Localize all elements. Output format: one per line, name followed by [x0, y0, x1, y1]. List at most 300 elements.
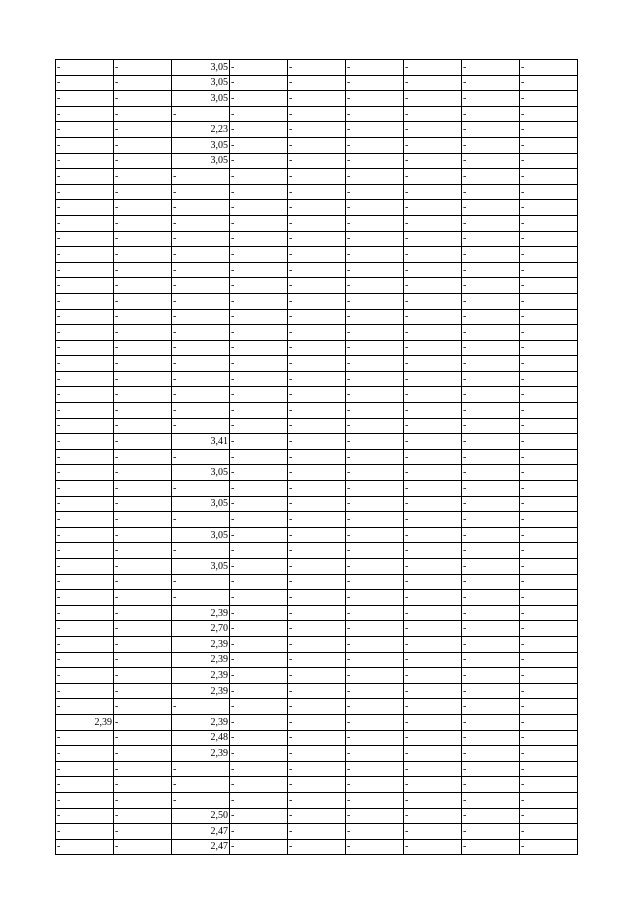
table-row [56, 761, 578, 777]
table-cell: - [56, 559, 114, 575]
table-row [56, 403, 578, 419]
table-cell: - [288, 137, 346, 153]
table-cell: 2,47 [172, 839, 230, 855]
table-cell: 2,47 [172, 824, 230, 840]
table-cell: - [404, 746, 462, 762]
table-row [56, 200, 578, 216]
table-cell: - [520, 75, 578, 91]
table-cell: - [114, 512, 172, 528]
table-cell: - [172, 278, 230, 294]
table-cell: - [288, 621, 346, 637]
table-row [56, 621, 578, 637]
table-cell: - [346, 465, 404, 481]
table-cell: - [520, 434, 578, 450]
table-cell: - [114, 839, 172, 855]
table-row [56, 792, 578, 808]
table-row [56, 652, 578, 668]
table-cell: - [462, 403, 520, 419]
table-row [56, 574, 578, 590]
table-cell: - [230, 761, 288, 777]
table-cell: - [462, 418, 520, 434]
table-cell: 2,50 [172, 808, 230, 824]
table-cell: - [172, 418, 230, 434]
table-cell: - [230, 465, 288, 481]
table-cell: - [346, 746, 404, 762]
table-cell: - [114, 527, 172, 543]
table-cell: - [56, 231, 114, 247]
table-row [56, 278, 578, 294]
table-row [56, 636, 578, 652]
table-cell: - [172, 590, 230, 606]
table-cell: - [346, 309, 404, 325]
table-cell: - [462, 761, 520, 777]
table-cell: - [346, 839, 404, 855]
table-row [56, 449, 578, 465]
table-cell: - [462, 652, 520, 668]
table-cell: - [230, 262, 288, 278]
table-cell: - [172, 761, 230, 777]
table-cell: - [288, 559, 346, 575]
table-cell: 3,05 [172, 91, 230, 107]
table-cell: 3,05 [172, 60, 230, 76]
table-cell: - [346, 590, 404, 606]
table-cell: - [56, 605, 114, 621]
table-cell: 3,05 [172, 496, 230, 512]
table-cell: - [462, 122, 520, 138]
table-cell: - [462, 839, 520, 855]
table-cell: 3,05 [172, 559, 230, 575]
table-cell: - [172, 792, 230, 808]
table-cell: - [404, 730, 462, 746]
table-cell: - [346, 636, 404, 652]
table-cell: - [114, 231, 172, 247]
table-row [56, 247, 578, 263]
table-cell: - [288, 574, 346, 590]
table-cell: - [172, 293, 230, 309]
table-cell: - [520, 636, 578, 652]
table-cell: - [404, 449, 462, 465]
table-cell: - [230, 808, 288, 824]
table-cell: - [404, 481, 462, 497]
table-cell: - [230, 559, 288, 575]
table-cell: - [114, 434, 172, 450]
table-cell: - [520, 60, 578, 76]
table-cell: - [520, 621, 578, 637]
table-cell: 3,05 [172, 137, 230, 153]
table-cell: - [114, 137, 172, 153]
table-cell: - [230, 824, 288, 840]
table-cell: - [230, 668, 288, 684]
table-cell: - [56, 91, 114, 107]
table-cell: - [114, 746, 172, 762]
table-cell: - [346, 574, 404, 590]
table-cell: - [230, 481, 288, 497]
table-cell: - [230, 434, 288, 450]
table-cell: - [288, 683, 346, 699]
table-cell: - [346, 153, 404, 169]
table-cell: - [346, 714, 404, 730]
table-cell: - [520, 137, 578, 153]
table-cell: - [520, 309, 578, 325]
table-cell: - [346, 449, 404, 465]
table-cell: - [114, 808, 172, 824]
table-cell: - [404, 418, 462, 434]
table-cell: - [520, 714, 578, 730]
table-cell: - [520, 824, 578, 840]
table-cell: - [230, 418, 288, 434]
table-cell: - [172, 699, 230, 715]
table-cell: - [230, 278, 288, 294]
table-cell: - [404, 605, 462, 621]
table-cell: - [56, 449, 114, 465]
table-cell: - [462, 808, 520, 824]
table-cell: - [346, 699, 404, 715]
table-cell: - [404, 371, 462, 387]
table-cell: - [56, 699, 114, 715]
table-cell: - [404, 839, 462, 855]
table-cell: - [288, 153, 346, 169]
table-cell: - [346, 75, 404, 91]
table-cell: 2,39 [172, 668, 230, 684]
table-row [56, 356, 578, 372]
table-row [56, 777, 578, 793]
table-cell: - [404, 434, 462, 450]
table-cell: - [462, 481, 520, 497]
table-cell: - [172, 184, 230, 200]
table-cell: 3,05 [172, 153, 230, 169]
table-cell: - [56, 278, 114, 294]
table-cell: - [520, 808, 578, 824]
table-cell: - [114, 636, 172, 652]
table-cell: - [230, 605, 288, 621]
table-cell: - [404, 465, 462, 481]
table-cell: - [56, 481, 114, 497]
table-cell: - [288, 777, 346, 793]
table-cell: - [462, 574, 520, 590]
table-cell: - [462, 559, 520, 575]
table-cell: - [520, 371, 578, 387]
table-cell: - [230, 137, 288, 153]
table-row [56, 262, 578, 278]
table-cell: - [114, 153, 172, 169]
table-cell: - [288, 356, 346, 372]
table-cell: - [520, 590, 578, 606]
table-cell: - [56, 60, 114, 76]
table-cell: - [114, 683, 172, 699]
table-cell: - [520, 699, 578, 715]
table-cell: - [520, 153, 578, 169]
table-cell: - [288, 652, 346, 668]
table-cell: - [462, 356, 520, 372]
table-cell: - [172, 403, 230, 419]
table-cell: - [56, 403, 114, 419]
table-cell: - [520, 527, 578, 543]
table-cell: - [288, 106, 346, 122]
table-row [56, 184, 578, 200]
table-cell: - [462, 699, 520, 715]
table-cell: - [404, 559, 462, 575]
table-cell: - [462, 137, 520, 153]
table-cell: - [346, 122, 404, 138]
table-cell: 2,39 [172, 746, 230, 762]
table-cell: - [230, 839, 288, 855]
table-cell: - [520, 574, 578, 590]
table-cell: - [230, 621, 288, 637]
table-cell: - [288, 808, 346, 824]
table-cell: - [114, 792, 172, 808]
table-cell: - [404, 496, 462, 512]
table-cell: - [172, 340, 230, 356]
table-cell: - [288, 761, 346, 777]
table-cell: - [462, 590, 520, 606]
table-row [56, 481, 578, 497]
table-cell: - [172, 247, 230, 263]
table-row [56, 434, 578, 450]
table-cell: - [520, 418, 578, 434]
table-cell: - [230, 636, 288, 652]
table-cell: - [288, 792, 346, 808]
table-cell: - [462, 730, 520, 746]
table-cell: - [520, 730, 578, 746]
table-cell: - [346, 668, 404, 684]
table-cell: - [56, 340, 114, 356]
table-row [56, 512, 578, 528]
table-cell: - [404, 621, 462, 637]
table-cell: - [462, 543, 520, 559]
table-cell: - [114, 75, 172, 91]
table-cell: - [520, 481, 578, 497]
table-cell: - [230, 371, 288, 387]
table-cell: - [230, 652, 288, 668]
table-cell: - [56, 247, 114, 263]
table-cell: - [520, 465, 578, 481]
table-row [56, 559, 578, 575]
table-cell: - [230, 512, 288, 528]
table-cell: - [56, 184, 114, 200]
table-cell: - [114, 761, 172, 777]
table-cell: - [346, 137, 404, 153]
table-cell: - [230, 231, 288, 247]
table-row [56, 605, 578, 621]
table-cell: - [230, 543, 288, 559]
table-cell: - [56, 652, 114, 668]
table-cell: - [114, 309, 172, 325]
table-cell: - [520, 262, 578, 278]
table-cell: - [346, 527, 404, 543]
table-cell: - [288, 746, 346, 762]
table-cell: - [288, 200, 346, 216]
table-row [56, 668, 578, 684]
table-cell: - [172, 387, 230, 403]
table-cell: - [288, 449, 346, 465]
table-cell: - [114, 60, 172, 76]
table-cell: - [230, 325, 288, 341]
table-cell: - [172, 371, 230, 387]
table-cell: - [172, 106, 230, 122]
table-cell: - [346, 231, 404, 247]
table-cell: - [172, 169, 230, 185]
table-cell: - [462, 60, 520, 76]
table-cell: - [404, 91, 462, 107]
table-cell: - [114, 325, 172, 341]
table-cell: - [404, 527, 462, 543]
table-cell: - [462, 434, 520, 450]
table-cell: - [288, 60, 346, 76]
table-cell: - [56, 325, 114, 341]
table-cell: - [288, 481, 346, 497]
data-table [55, 59, 578, 855]
table-cell: 2,39 [172, 652, 230, 668]
table-row [56, 325, 578, 341]
table-cell: - [404, 184, 462, 200]
table-cell: - [404, 247, 462, 263]
table-cell: - [346, 340, 404, 356]
table-cell: - [230, 122, 288, 138]
table-row [56, 293, 578, 309]
table-cell: - [346, 106, 404, 122]
table-cell: - [404, 137, 462, 153]
table-cell: - [462, 293, 520, 309]
table-cell: - [346, 683, 404, 699]
table-cell: - [114, 481, 172, 497]
table-cell: - [520, 839, 578, 855]
table-cell: - [520, 340, 578, 356]
table-cell: - [346, 792, 404, 808]
table-cell: - [520, 746, 578, 762]
table-cell: - [114, 293, 172, 309]
table-cell: - [288, 512, 346, 528]
table-cell: - [404, 106, 462, 122]
table-cell: - [288, 325, 346, 341]
table-cell: - [462, 75, 520, 91]
table-cell: - [404, 200, 462, 216]
table-cell: - [462, 824, 520, 840]
table-cell: - [56, 418, 114, 434]
table-cell: - [230, 730, 288, 746]
table-row [56, 75, 578, 91]
table-cell: - [346, 543, 404, 559]
table-body [56, 60, 578, 855]
table-cell: - [520, 356, 578, 372]
table-cell: - [462, 714, 520, 730]
table-cell: - [114, 91, 172, 107]
table-cell: - [462, 153, 520, 169]
table-cell: - [404, 699, 462, 715]
table-cell: - [404, 683, 462, 699]
table-cell: - [56, 543, 114, 559]
table-cell: - [346, 777, 404, 793]
table-cell: - [114, 356, 172, 372]
table-cell: - [346, 730, 404, 746]
table-cell: - [230, 169, 288, 185]
table-cell: - [114, 449, 172, 465]
table-cell: - [288, 262, 346, 278]
table-cell: - [462, 309, 520, 325]
table-cell: - [520, 668, 578, 684]
table-cell: - [346, 215, 404, 231]
table-cell: - [172, 777, 230, 793]
table-cell: - [462, 777, 520, 793]
table-cell: - [520, 184, 578, 200]
table-row [56, 808, 578, 824]
table-cell: - [230, 403, 288, 419]
table-row [56, 215, 578, 231]
table-cell: - [172, 356, 230, 372]
table-cell: - [172, 325, 230, 341]
table-row [56, 418, 578, 434]
table-cell: - [56, 808, 114, 824]
table-cell: - [462, 621, 520, 637]
table-cell: - [288, 231, 346, 247]
table-cell: - [56, 293, 114, 309]
table-cell: - [56, 621, 114, 637]
table-cell: - [230, 215, 288, 231]
table-cell: - [404, 792, 462, 808]
table-cell: - [404, 356, 462, 372]
table-row [56, 137, 578, 153]
table-cell: - [462, 278, 520, 294]
table-cell: - [172, 574, 230, 590]
table-cell: - [56, 746, 114, 762]
table-cell: - [56, 824, 114, 840]
table-cell: - [404, 169, 462, 185]
table-cell: - [288, 169, 346, 185]
table-cell: 2,39 [172, 605, 230, 621]
table-cell: - [230, 714, 288, 730]
table-cell: - [56, 465, 114, 481]
table-cell: - [404, 543, 462, 559]
table-cell: - [114, 418, 172, 434]
table-cell: - [172, 309, 230, 325]
table-cell: - [230, 106, 288, 122]
table-cell: - [56, 200, 114, 216]
table-cell: - [462, 91, 520, 107]
table-cell: - [404, 215, 462, 231]
table-cell: - [520, 122, 578, 138]
table-cell: - [114, 278, 172, 294]
table-cell: - [56, 387, 114, 403]
table-cell: - [230, 200, 288, 216]
table-cell: - [114, 668, 172, 684]
table-cell: - [462, 668, 520, 684]
table-cell: - [114, 122, 172, 138]
table-cell: - [56, 683, 114, 699]
table-cell: 2,39 [172, 714, 230, 730]
table-cell: - [172, 512, 230, 528]
table-cell: - [404, 668, 462, 684]
table-cell: - [288, 730, 346, 746]
table-cell: - [114, 496, 172, 512]
table-cell: - [230, 75, 288, 91]
table-cell: - [230, 60, 288, 76]
table-cell: - [288, 403, 346, 419]
table-row [56, 371, 578, 387]
table-cell: - [56, 761, 114, 777]
table-cell: - [56, 668, 114, 684]
table-row [56, 465, 578, 481]
table-cell: - [462, 215, 520, 231]
table-cell: - [462, 465, 520, 481]
table-cell: - [520, 543, 578, 559]
table-cell: - [172, 543, 230, 559]
table-row [56, 122, 578, 138]
table-cell: - [288, 387, 346, 403]
table-cell: - [346, 371, 404, 387]
table-cell: - [346, 91, 404, 107]
table-cell: - [462, 169, 520, 185]
table-cell: - [404, 309, 462, 325]
table-cell: - [520, 91, 578, 107]
